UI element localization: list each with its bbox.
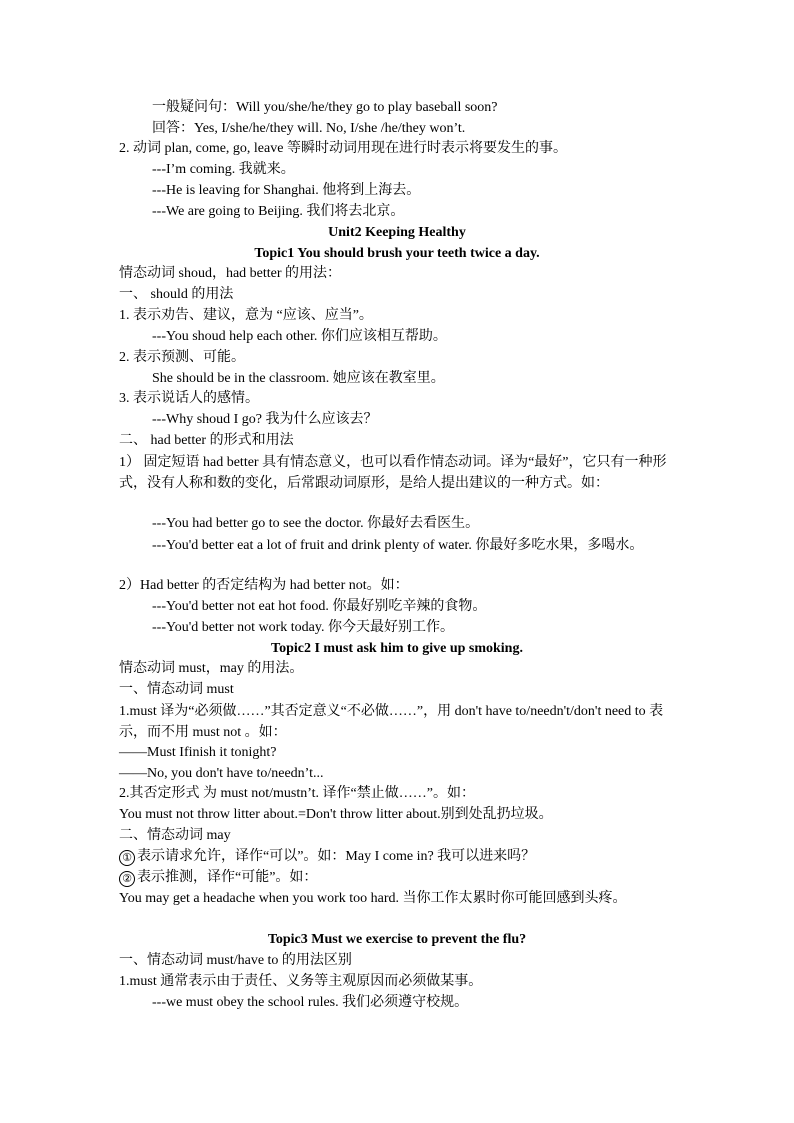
must-paragraph: 1.must 译为“必须做……”其否定意义“不必做……”，用 don't have to/needn't/don't need to 表示，而不用 must not 。如： (119, 704, 664, 740)
section-heading: 一、 should 的用法 (119, 287, 234, 302)
circled-number-1: ① (119, 850, 135, 866)
unit-heading: Unit2 Keeping Healthy (328, 225, 466, 240)
example-line: ---Why shoud I go? 我为什么应该去？ (152, 412, 378, 427)
example-line: You must not throw litter about.=Don't throw litter about.别到处乱扔垃圾。 (119, 807, 553, 822)
question-form-line: 一般疑问句：Will you/she/he/they go to play baseball soon? (152, 100, 498, 115)
section-heading: 二、 had better 的形式和用法 (119, 433, 294, 448)
had-better-paragraph: 1） 固定短语 had better 具有情态意义，也可以看作情态动词。译为“最好”，它只有一种形式，没有人称和数的变化，后常跟动词原形，是给人提出建议的一种方式。如： (119, 455, 667, 491)
rule-text: 表示推测，译作“可能”。如： (137, 870, 318, 885)
rule-text: 表示请求允许，译作“可以”。如：May I come in? 我可以进来吗？ (137, 849, 536, 864)
example-line: ---You'd better not work today. 你今天最好别工作。 (152, 620, 454, 635)
rule-line: 3. 表示说话人的感情。 (119, 391, 259, 406)
topic1-heading: Topic1 You should brush your teeth twice a day. (254, 246, 540, 261)
example-paragraph: ---You'd better eat a lot of fruit and drink plenty of water. 你最好多吃水果，多喝水。 (152, 538, 644, 553)
example-line: ---You had better go to see the doctor. 你最好去看医生。 (152, 516, 480, 531)
answer-form-line: 回答：Yes, I/she/he/they will. No, I/she /he/they won’t. (152, 121, 466, 136)
rule-line: 1.must 通常表示由于责任、义务等主观原因而必须做某事。 (119, 974, 483, 989)
section-intro: 情态动词 shoud，had better 的用法： (119, 266, 342, 281)
rule-line: 2）Had better 的否定结构为 had better not。如： (119, 578, 409, 593)
section-heading: 一、情态动词 must (119, 682, 234, 697)
example-line: ---You shoud help each other. 你们应该相互帮助。 (152, 329, 447, 344)
dialogue-line: ——No, you don't have to/needn’t... (119, 766, 324, 781)
rule-line: 1. 表示劝告、建议，意为 “应该、应当”。 (119, 308, 373, 323)
example-line: She should be in the classroom. 她应该在教室里。 (152, 371, 445, 386)
section-intro: 情态动词 must，may 的用法。 (119, 661, 304, 676)
example-line: ---we must obey the school rules. 我们必须遵守校规。 (152, 995, 469, 1010)
example-line: ---He is leaving for Shanghai. 他将到上海去。 (152, 183, 421, 198)
rule-line (119, 847, 535, 867)
topic2-heading: Topic2 I must ask him to give up smoking. (271, 641, 523, 656)
rule-line: 2.其否定形式 为 must not/mustn’t. 译作“禁止做……”。如： (119, 786, 475, 801)
topic3-heading: Topic3 Must we exercise to prevent the flu? (267, 932, 527, 947)
dialogue-line: ——Must Ifinish it tonight? (119, 745, 277, 760)
example-line: ---We are going to Beijing. 我们将去北京。 (152, 204, 405, 219)
example-line: ---I’m coming. 我就来。 (152, 162, 295, 177)
section-heading: 二、情态动词 may (119, 828, 231, 843)
example-line: ---You'd better not eat hot food. 你最好别吃辛辣的食物。 (152, 599, 487, 614)
rule-line: 2. 表示预测、可能。 (119, 350, 245, 365)
circled-number-2: ② (119, 871, 135, 887)
example-paragraph: You may get a headache when you work too hard. 当你工作太累时你可能回感到头疼。 (119, 891, 627, 906)
rule-line (119, 868, 317, 888)
section-heading: 一、情态动词 must/have to 的用法区别 (119, 953, 352, 968)
rule-2-line: 2. 动词 plan, come, go, leave 等瞬时动词用现在进行时表示将要发生的事。 (119, 141, 567, 156)
